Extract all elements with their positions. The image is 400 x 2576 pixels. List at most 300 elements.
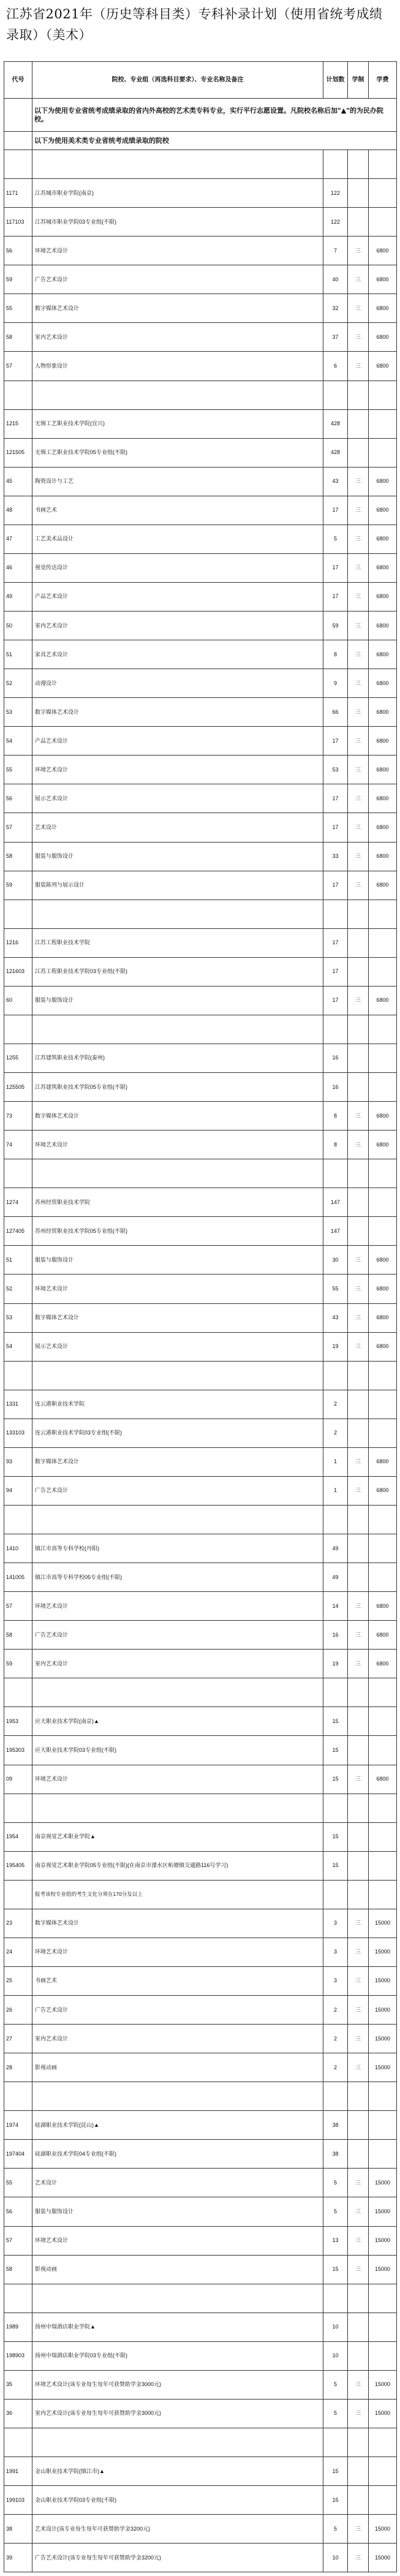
- plan-count: 15: [323, 1851, 348, 1880]
- major-name: 数字媒体艺术设计: [32, 1303, 323, 1332]
- study-years: 三: [348, 2255, 369, 2284]
- study-years: [348, 2341, 369, 2370]
- study-years: [348, 409, 369, 438]
- group-code: 141005: [4, 1563, 32, 1592]
- school-code: 1954: [4, 1822, 32, 1851]
- empty-cell: [4, 1015, 32, 1044]
- major-code: 60: [4, 986, 32, 1015]
- major-row: [4, 352, 397, 381]
- major-name: 环境艺术设计: [32, 1275, 323, 1303]
- school-name: 江苏城市职业学院(南京): [32, 179, 323, 208]
- group-row: [4, 957, 397, 986]
- note-row: [4, 132, 397, 150]
- major-name: 视觉传达设计: [32, 553, 323, 582]
- empty-cell: [369, 2284, 397, 2313]
- tuition-fee: 6800: [369, 669, 397, 698]
- empty-cell: [4, 1505, 32, 1534]
- group-row: [4, 2486, 397, 2515]
- plan-count: 17: [323, 582, 348, 611]
- major-code: 59: [4, 1650, 32, 1678]
- header-fee: 学费: [369, 62, 397, 99]
- major-name: 影视动画: [32, 2255, 323, 2284]
- tuition-fee: 15000: [369, 1909, 397, 1938]
- major-row: [4, 1131, 397, 1159]
- header-years: 学制: [348, 62, 369, 99]
- empty-cell: [323, 1880, 348, 1909]
- group-code: 195405: [4, 1851, 32, 1880]
- major-row: [4, 727, 397, 756]
- group-name: 连云港职业技术学院03专业组(不限): [32, 1419, 323, 1447]
- plan-count: 9: [323, 669, 348, 698]
- major-row: [4, 1102, 397, 1131]
- tuition-fee: 15000: [369, 2226, 397, 2255]
- major-name: 艺术设计: [32, 2169, 323, 2197]
- school-row: [4, 409, 397, 438]
- spacer-row: [4, 2428, 397, 2457]
- study-years: 三: [348, 842, 369, 871]
- school-code: 1989: [4, 2313, 32, 2341]
- major-row: [4, 1246, 397, 1275]
- empty-cell: [4, 1880, 32, 1909]
- major-row: [4, 2169, 397, 2197]
- tuition-fee: 15000: [369, 2255, 397, 2284]
- empty-cell: [348, 1880, 369, 1909]
- header-row: [4, 62, 397, 99]
- major-name: 室内艺术设计(该专业每生每年可获赞助学金3000元): [32, 2399, 323, 2428]
- plan-count: 49: [323, 1563, 348, 1592]
- major-name: 书画艺术: [32, 1966, 323, 1995]
- major-code: 94: [4, 1476, 32, 1505]
- plan-count: 2: [323, 2025, 348, 2053]
- plan-count: 428: [323, 409, 348, 438]
- major-name: 数字媒体艺术设计: [32, 1102, 323, 1131]
- study-years: 三: [348, 2544, 369, 2572]
- study-years: 三: [348, 2053, 369, 2082]
- major-row: [4, 2025, 397, 2053]
- plan-count: 8: [323, 1102, 348, 1131]
- major-name: 人物形象设计: [32, 352, 323, 381]
- plan-count: 5: [323, 2515, 348, 2544]
- study-years: 三: [348, 1621, 369, 1650]
- school-code: 1410: [4, 1534, 32, 1563]
- major-code: 39: [4, 2544, 32, 2572]
- spacer-row: [4, 1794, 397, 1822]
- plan-count: 55: [323, 1275, 348, 1303]
- tuition-fee: [369, 409, 397, 438]
- empty-cell: [369, 1794, 397, 1822]
- major-name: 环境艺术设计: [32, 1938, 323, 1966]
- study-years: [348, 1073, 369, 1102]
- major-row: [4, 813, 397, 842]
- empty-cell: [4, 900, 32, 928]
- group-row: [4, 1419, 397, 1447]
- study-years: 三: [348, 1102, 369, 1131]
- group-name: 江苏城市职业学院03专业组(不限): [32, 208, 323, 237]
- study-years: 三: [348, 813, 369, 842]
- tuition-fee: 15000: [369, 2544, 397, 2572]
- major-row: [4, 1332, 397, 1361]
- major-name: 展示艺术设计: [32, 784, 323, 813]
- plan-count: 30: [323, 1246, 348, 1275]
- plan-count: 5: [323, 2399, 348, 2428]
- empty-cell: [4, 1794, 32, 1822]
- empty-cell: [348, 381, 369, 409]
- study-years: 三: [348, 265, 369, 294]
- school-row: [4, 928, 397, 957]
- major-code: 51: [4, 640, 32, 669]
- major-name: 产品艺术设计: [32, 727, 323, 756]
- major-name: 室内艺术设计: [32, 1650, 323, 1678]
- empty-cell: [4, 2284, 32, 2313]
- empty-cell: [323, 1015, 348, 1044]
- plan-count: 49: [323, 1534, 348, 1563]
- school-name: 硅湖职业技术学院(昆山)▲: [32, 2111, 323, 2140]
- study-years: [348, 2313, 369, 2341]
- tuition-fee: 6800: [369, 1650, 397, 1678]
- empty-cell: [4, 1678, 32, 1707]
- tuition-fee: [369, 1534, 397, 1563]
- group-name: 无锡工艺职业技术学院05专业组(不限): [32, 438, 323, 467]
- group-name: 扬州中瑞酒店职业学院03专业组(不限): [32, 2341, 323, 2370]
- study-years: [348, 957, 369, 986]
- plan-count: 147: [323, 1188, 348, 1217]
- school-name: 苏州经贸职业技术学院: [32, 1188, 323, 1217]
- major-code: 46: [4, 553, 32, 582]
- study-years: [348, 2486, 369, 2515]
- tuition-fee: [369, 1419, 397, 1447]
- school-row: [4, 1534, 397, 1563]
- group-row: [4, 1563, 397, 1592]
- plan-count: 10: [323, 2341, 348, 2370]
- empty-cell: [369, 2428, 397, 2457]
- plan-count: 43: [323, 467, 348, 496]
- tuition-fee: 6800: [369, 553, 397, 582]
- major-name: 数字媒体艺术设计: [32, 698, 323, 727]
- plan-count: 2: [323, 1419, 348, 1447]
- study-years: 三: [348, 467, 369, 496]
- school-name: 扬州中瑞酒店职业学院▲: [32, 2313, 323, 2341]
- plan-count: 6: [323, 352, 348, 381]
- major-name: 动漫设计: [32, 669, 323, 698]
- study-years: [348, 2457, 369, 2486]
- plan-count: 15: [323, 2457, 348, 2486]
- group-name: 江苏建筑职业技术学院05专业组(不限): [32, 1073, 323, 1102]
- major-code: 25: [4, 1966, 32, 1995]
- group-row: [4, 1073, 397, 1102]
- major-code: 45: [4, 467, 32, 496]
- info-row: [4, 1880, 397, 1909]
- empty-cell: [348, 1505, 369, 1534]
- empty-cell: [4, 150, 32, 179]
- info-text: 报考该校专业组的考生文化分须在170分及以上: [32, 1880, 323, 1909]
- study-years: 三: [348, 525, 369, 553]
- empty-cell: [348, 150, 369, 179]
- major-row: [4, 467, 397, 496]
- major-row: [4, 1996, 397, 2025]
- tuition-fee: 6800: [369, 582, 397, 611]
- group-row: [4, 2341, 397, 2370]
- note-cell-blank: [4, 99, 32, 132]
- header-code: 代号: [4, 62, 32, 99]
- study-years: 三: [348, 1909, 369, 1938]
- plan-count: 1: [323, 1476, 348, 1505]
- tuition-fee: [369, 928, 397, 957]
- study-years: 三: [348, 727, 369, 756]
- school-row: [4, 1044, 397, 1072]
- tuition-fee: [369, 1217, 397, 1246]
- major-name: 广告艺术设计: [32, 1621, 323, 1650]
- tuition-fee: 6800: [369, 1765, 397, 1794]
- empty-cell: [32, 381, 323, 409]
- tuition-fee: [369, 1188, 397, 1217]
- major-name: 服装与服饰设计: [32, 842, 323, 871]
- major-row: [4, 582, 397, 611]
- major-code: 57: [4, 2226, 32, 2255]
- tuition-fee: 6800: [369, 467, 397, 496]
- school-row: [4, 1390, 397, 1419]
- major-code: 54: [4, 727, 32, 756]
- school-name: 南京视觉艺术职业学院▲: [32, 1822, 323, 1851]
- study-years: 三: [348, 1447, 369, 1476]
- tuition-fee: 6800: [369, 1275, 397, 1303]
- plan-count: 122: [323, 179, 348, 208]
- study-years: 三: [348, 1131, 369, 1159]
- header-plan: 计划数: [323, 62, 348, 99]
- major-code: 53: [4, 1303, 32, 1332]
- plan-count: 53: [323, 756, 348, 784]
- spacer-row: [4, 900, 397, 928]
- group-name: 苏州经贸职业技术学院05专业组(不限): [32, 1217, 323, 1246]
- tuition-fee: 6800: [369, 1592, 397, 1621]
- major-row: [4, 669, 397, 698]
- tuition-fee: 6800: [369, 352, 397, 381]
- major-code: 57: [4, 352, 32, 381]
- major-code: 56: [4, 784, 32, 813]
- empty-cell: [369, 1361, 397, 1390]
- spacer-row: [4, 1159, 397, 1188]
- study-years: 三: [348, 669, 369, 698]
- empty-cell: [32, 1794, 323, 1822]
- major-name: 服装与服饰设计: [32, 986, 323, 1015]
- study-years: [348, 1534, 369, 1563]
- empty-cell: [348, 1361, 369, 1390]
- empty-cell: [323, 2082, 348, 2111]
- plan-count: 15: [323, 2486, 348, 2515]
- school-code: 1215: [4, 409, 32, 438]
- plan-count: 17: [323, 727, 348, 756]
- empty-cell: [348, 900, 369, 928]
- school-name: 江苏建筑职业技术学院(泰州): [32, 1044, 323, 1072]
- plan-count: 428: [323, 438, 348, 467]
- major-code: 23: [4, 1909, 32, 1938]
- plan-count: 33: [323, 842, 348, 871]
- major-code: 52: [4, 669, 32, 698]
- major-code: 36: [4, 2399, 32, 2428]
- tuition-fee: [369, 1563, 397, 1592]
- plan-count: 15: [323, 2255, 348, 2284]
- plan-count: 17: [323, 496, 348, 525]
- study-years: 三: [348, 784, 369, 813]
- study-years: [348, 179, 369, 208]
- plan-count: 32: [323, 294, 348, 323]
- major-name: 广告艺术设计: [32, 1996, 323, 2025]
- plan-count: 5: [323, 2197, 348, 2226]
- major-row: [4, 2053, 397, 2082]
- empty-cell: [32, 2428, 323, 2457]
- empty-cell: [369, 1159, 397, 1188]
- major-name: 广告艺术设计(该专业每生每年可获赞助学金3200元): [32, 2544, 323, 2572]
- study-years: [348, 1736, 369, 1765]
- empty-cell: [4, 2428, 32, 2457]
- tuition-fee: 15000: [369, 2399, 397, 2428]
- study-years: 三: [348, 1476, 369, 1505]
- tuition-fee: [369, 1707, 397, 1736]
- major-code: 73: [4, 1102, 32, 1131]
- major-code: 55: [4, 756, 32, 784]
- plan-count: 19: [323, 1332, 348, 1361]
- study-years: 三: [348, 1246, 369, 1275]
- major-row: [4, 294, 397, 323]
- school-code: 1255: [4, 1044, 32, 1072]
- plan-count: 43: [323, 1303, 348, 1332]
- group-row: [4, 1217, 397, 1246]
- tuition-fee: 6800: [369, 986, 397, 1015]
- study-years: [348, 1217, 369, 1246]
- major-row: [4, 698, 397, 727]
- school-code: 1991: [4, 2457, 32, 2486]
- major-code: 57: [4, 1592, 32, 1621]
- page-title: 江苏省2021年（历史等科目类）专科补录计划（使用省统考成绩录取）（美术）: [6, 7, 383, 42]
- empty-cell: [32, 150, 323, 179]
- plan-count: 3: [323, 1966, 348, 1995]
- group-code: 199103: [4, 2486, 32, 2515]
- empty-cell: [32, 1361, 323, 1390]
- plan-table: [4, 61, 397, 2572]
- tuition-fee: 6800: [369, 871, 397, 900]
- spacer-row: [4, 381, 397, 409]
- tuition-fee: [369, 1073, 397, 1102]
- plan-count: 8: [323, 640, 348, 669]
- major-row: [4, 2515, 397, 2544]
- plan-count: 122: [323, 208, 348, 237]
- major-code: 54: [4, 1332, 32, 1361]
- study-years: [348, 1188, 369, 1217]
- tuition-fee: 6800: [369, 1476, 397, 1505]
- group-code: 127405: [4, 1217, 32, 1246]
- major-code: 28: [4, 2053, 32, 2082]
- school-row: [4, 2457, 397, 2486]
- group-row: [4, 1851, 397, 1880]
- major-name: 数字媒体艺术设计: [32, 294, 323, 323]
- tuition-fee: 6800: [369, 1246, 397, 1275]
- plan-count: 17: [323, 928, 348, 957]
- spacer-row: [4, 1015, 397, 1044]
- plan-count: 16: [323, 1621, 348, 1650]
- major-row: [4, 842, 397, 871]
- plan-count: 66: [323, 698, 348, 727]
- major-name: 环境艺术设计: [32, 1592, 323, 1621]
- major-code: 51: [4, 1246, 32, 1275]
- study-years: [348, 208, 369, 237]
- school-code: 1331: [4, 1390, 32, 1419]
- empty-cell: [323, 1505, 348, 1534]
- plan-count: 3: [323, 1909, 348, 1938]
- tuition-fee: [369, 208, 397, 237]
- major-name: 工艺美术品设计: [32, 525, 323, 553]
- major-row: [4, 525, 397, 553]
- empty-cell: [348, 2428, 369, 2457]
- empty-cell: [369, 2082, 397, 2111]
- tuition-fee: 6800: [369, 1621, 397, 1650]
- tuition-fee: 6800: [369, 265, 397, 294]
- tuition-fee: 6800: [369, 496, 397, 525]
- study-years: 三: [348, 2169, 369, 2197]
- major-name: 服装与服饰设计: [32, 1246, 323, 1275]
- empty-cell: [323, 1361, 348, 1390]
- empty-cell: [369, 150, 397, 179]
- school-row: [4, 179, 397, 208]
- major-name: 展示艺术设计: [32, 1332, 323, 1361]
- study-years: 三: [348, 553, 369, 582]
- tuition-fee: 6800: [369, 1447, 397, 1476]
- header-name: 院校、专业组（再选科目要求）、专业名称及备注: [32, 62, 323, 99]
- empty-cell: [32, 900, 323, 928]
- study-years: [348, 438, 369, 467]
- plan-count: 16: [323, 1073, 348, 1102]
- plan-count: 8: [323, 1131, 348, 1159]
- note-row: [4, 99, 397, 132]
- major-row: [4, 871, 397, 900]
- group-row: [4, 2140, 397, 2169]
- major-row: [4, 640, 397, 669]
- plan-count: 17: [323, 553, 348, 582]
- plan-count: 17: [323, 957, 348, 986]
- empty-cell: [32, 1678, 323, 1707]
- plan-count: 38: [323, 2111, 348, 2140]
- tuition-fee: 15000: [369, 1966, 397, 1995]
- empty-cell: [323, 1678, 348, 1707]
- plan-count: 10: [323, 2313, 348, 2341]
- tuition-fee: 15000: [369, 2197, 397, 2226]
- empty-cell: [323, 150, 348, 179]
- group-row: [4, 438, 397, 467]
- plan-count: 5: [323, 525, 348, 553]
- study-years: 三: [348, 698, 369, 727]
- study-years: [348, 1851, 369, 1880]
- major-row: [4, 1592, 397, 1621]
- major-name: 产品艺术设计: [32, 582, 323, 611]
- group-code: 133103: [4, 1419, 32, 1447]
- group-code: 197404: [4, 2140, 32, 2169]
- plan-count: 5: [323, 2370, 348, 2399]
- tuition-fee: [369, 2341, 397, 2370]
- study-years: 三: [348, 986, 369, 1015]
- plan-count: 17: [323, 871, 348, 900]
- study-years: 三: [348, 2025, 369, 2053]
- tuition-fee: 6800: [369, 842, 397, 871]
- major-name: 家具艺术设计: [32, 640, 323, 669]
- plan-count: 17: [323, 784, 348, 813]
- major-code: 53: [4, 698, 32, 727]
- plan-count: 17: [323, 813, 348, 842]
- tuition-fee: [369, 1390, 397, 1419]
- study-years: 三: [348, 871, 369, 900]
- provincial-note: 以下为使用专业省统考成绩录取的省内外高校的艺术类专科专业，实行平行志愿设置。凡院校名称后加"▲"的为民办院校。: [32, 99, 397, 132]
- major-row: [4, 1303, 397, 1332]
- plan-count: 38: [323, 2140, 348, 2169]
- tuition-fee: 6800: [369, 612, 397, 640]
- group-code: 125505: [4, 1073, 32, 1102]
